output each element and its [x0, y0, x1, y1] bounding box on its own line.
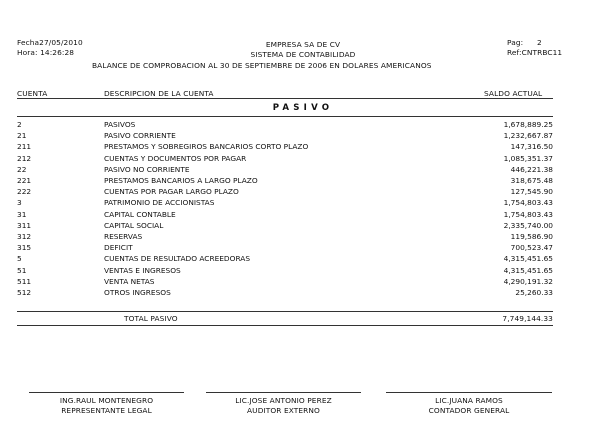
account-description: CAPITAL SOCIAL [104, 220, 164, 230]
account-code: 221 [17, 176, 32, 185]
table-row [0, 266, 606, 277]
account-code: 31 [17, 209, 27, 219]
account-balance: 147,316.50 [510, 142, 553, 152]
column-header-cuenta: CUENTA [17, 89, 48, 98]
signature-title-legal: REPRESENTANTE LEGAL [61, 406, 152, 415]
account-description: PASIVO CORRIENTE [104, 131, 176, 141]
table-row [0, 232, 606, 243]
column-header-saldo: SALDO ACTUAL [484, 89, 543, 98]
table-row [0, 243, 606, 254]
signature-name-legal: ING.RAUL MONTENEGRO [59, 396, 154, 405]
account-balance: 1,754,803.43 [503, 198, 553, 208]
total-label: TOTAL PASIVO [124, 314, 178, 323]
account-balance: 1,085,351.37 [503, 153, 553, 163]
signature-line-contador [386, 392, 552, 393]
account-balance: 1,754,803.43 [503, 209, 553, 219]
account-description: CAPITAL CONTABLE [104, 209, 176, 219]
account-balance: 4,315,451.65 [503, 254, 553, 264]
table-row [0, 210, 606, 221]
table-row [0, 221, 606, 232]
report-date: Fecha27/05/2010 [17, 38, 83, 47]
account-balance: 4,315,451.65 [503, 265, 553, 275]
account-code: 22 [17, 164, 27, 174]
account-code: 2 [17, 120, 22, 129]
total-divider-bottom [17, 325, 553, 326]
account-description: PASIVO NO CORRIENTE [104, 164, 190, 174]
table-row [0, 131, 606, 142]
account-code: 315 [17, 243, 32, 253]
account-description: OTROS INGRESOS [104, 288, 171, 297]
table-row [0, 154, 606, 165]
account-description: CUENTAS POR PAGAR LARGO PLAZO [104, 187, 239, 197]
account-code: 3 [17, 198, 22, 208]
account-description: CUENTAS Y DOCUMENTOS POR PAGAR [104, 153, 247, 163]
system-name: SISTEMA DE CONTABILIDAD [250, 50, 356, 59]
account-code: 312 [17, 232, 32, 241]
report-reference: Ref:CNTRBC11 [507, 48, 563, 57]
account-description: PASIVOS [104, 120, 136, 129]
account-balance: 446,221.38 [510, 164, 553, 174]
header-divider [17, 98, 553, 99]
account-balance: 25,260.33 [515, 288, 553, 297]
account-code: 51 [17, 265, 27, 275]
account-balance: 4,290,191.32 [503, 276, 553, 286]
account-description: RESERVAS [104, 232, 143, 241]
account-code: 212 [17, 153, 32, 163]
table-row [0, 120, 606, 131]
account-balance: 700,523.47 [510, 243, 553, 253]
signature-name-contador: LIC.JUANA RAMOS [435, 396, 503, 405]
account-balance: 2,335,740.00 [503, 220, 553, 230]
account-balance: 1,678,889.25 [503, 120, 553, 129]
account-description: VENTA NETAS [104, 276, 155, 286]
section-title: PASIVO [272, 103, 334, 113]
signature-line-auditor [206, 392, 361, 393]
account-code: 311 [17, 220, 32, 230]
account-balance: 318,675.48 [510, 176, 553, 185]
table-row [0, 254, 606, 265]
account-description: CUENTAS DE RESULTADO ACREEDORAS [104, 254, 251, 264]
table-row [0, 288, 606, 299]
account-description: VENTAS E INGRESOS [104, 265, 181, 275]
table-row [0, 176, 606, 187]
account-balance: 119,586.90 [510, 232, 553, 241]
section-divider [17, 116, 553, 117]
company-name: EMPRESA SA DE CV [265, 40, 341, 49]
report-title: BALANCE DE COMPROBACION AL 30 DE SEPTIEMBRE DE 2006 EN DOLARES AMERICANOS [92, 61, 432, 70]
account-description: PRESTAMOS BANCARIOS A LARGO PLAZO [104, 176, 258, 185]
report-time: Hora: 14:26:28 [17, 48, 75, 57]
account-balance: 127,545.90 [510, 187, 553, 197]
account-description: DEFICIT [104, 243, 133, 253]
account-description: PATRIMONIO DE ACCIONISTAS [104, 198, 215, 208]
table-row [0, 165, 606, 176]
account-code: 512 [17, 288, 32, 297]
table-row [0, 142, 606, 153]
total-amount: 7,749,144.33 [502, 314, 553, 323]
account-balance: 1,232,667.87 [503, 131, 553, 141]
page-number: 2 [537, 38, 542, 47]
signature-title-contador: CONTADOR GENERAL [428, 406, 510, 415]
account-description: PRESTAMOS Y SOBREGIROS BANCARIOS CORTO PLAZO [104, 142, 309, 152]
table-row [0, 198, 606, 209]
table-row [0, 187, 606, 198]
page-label: Pag: [507, 38, 524, 47]
signature-line-legal [29, 392, 184, 393]
column-header-descripcion: DESCRIPCION DE LA CUENTA [104, 89, 214, 98]
table-row [0, 277, 606, 288]
account-code: 21 [17, 131, 27, 141]
account-code: 211 [17, 142, 32, 152]
account-code: 222 [17, 187, 32, 197]
account-code: 511 [17, 276, 32, 286]
total-divider-top [17, 311, 553, 312]
signature-name-auditor: LIC.JOSE ANTONIO PEREZ [235, 396, 332, 405]
account-code: 5 [17, 254, 22, 264]
signature-title-auditor: AUDITOR EXTERNO [247, 406, 320, 415]
